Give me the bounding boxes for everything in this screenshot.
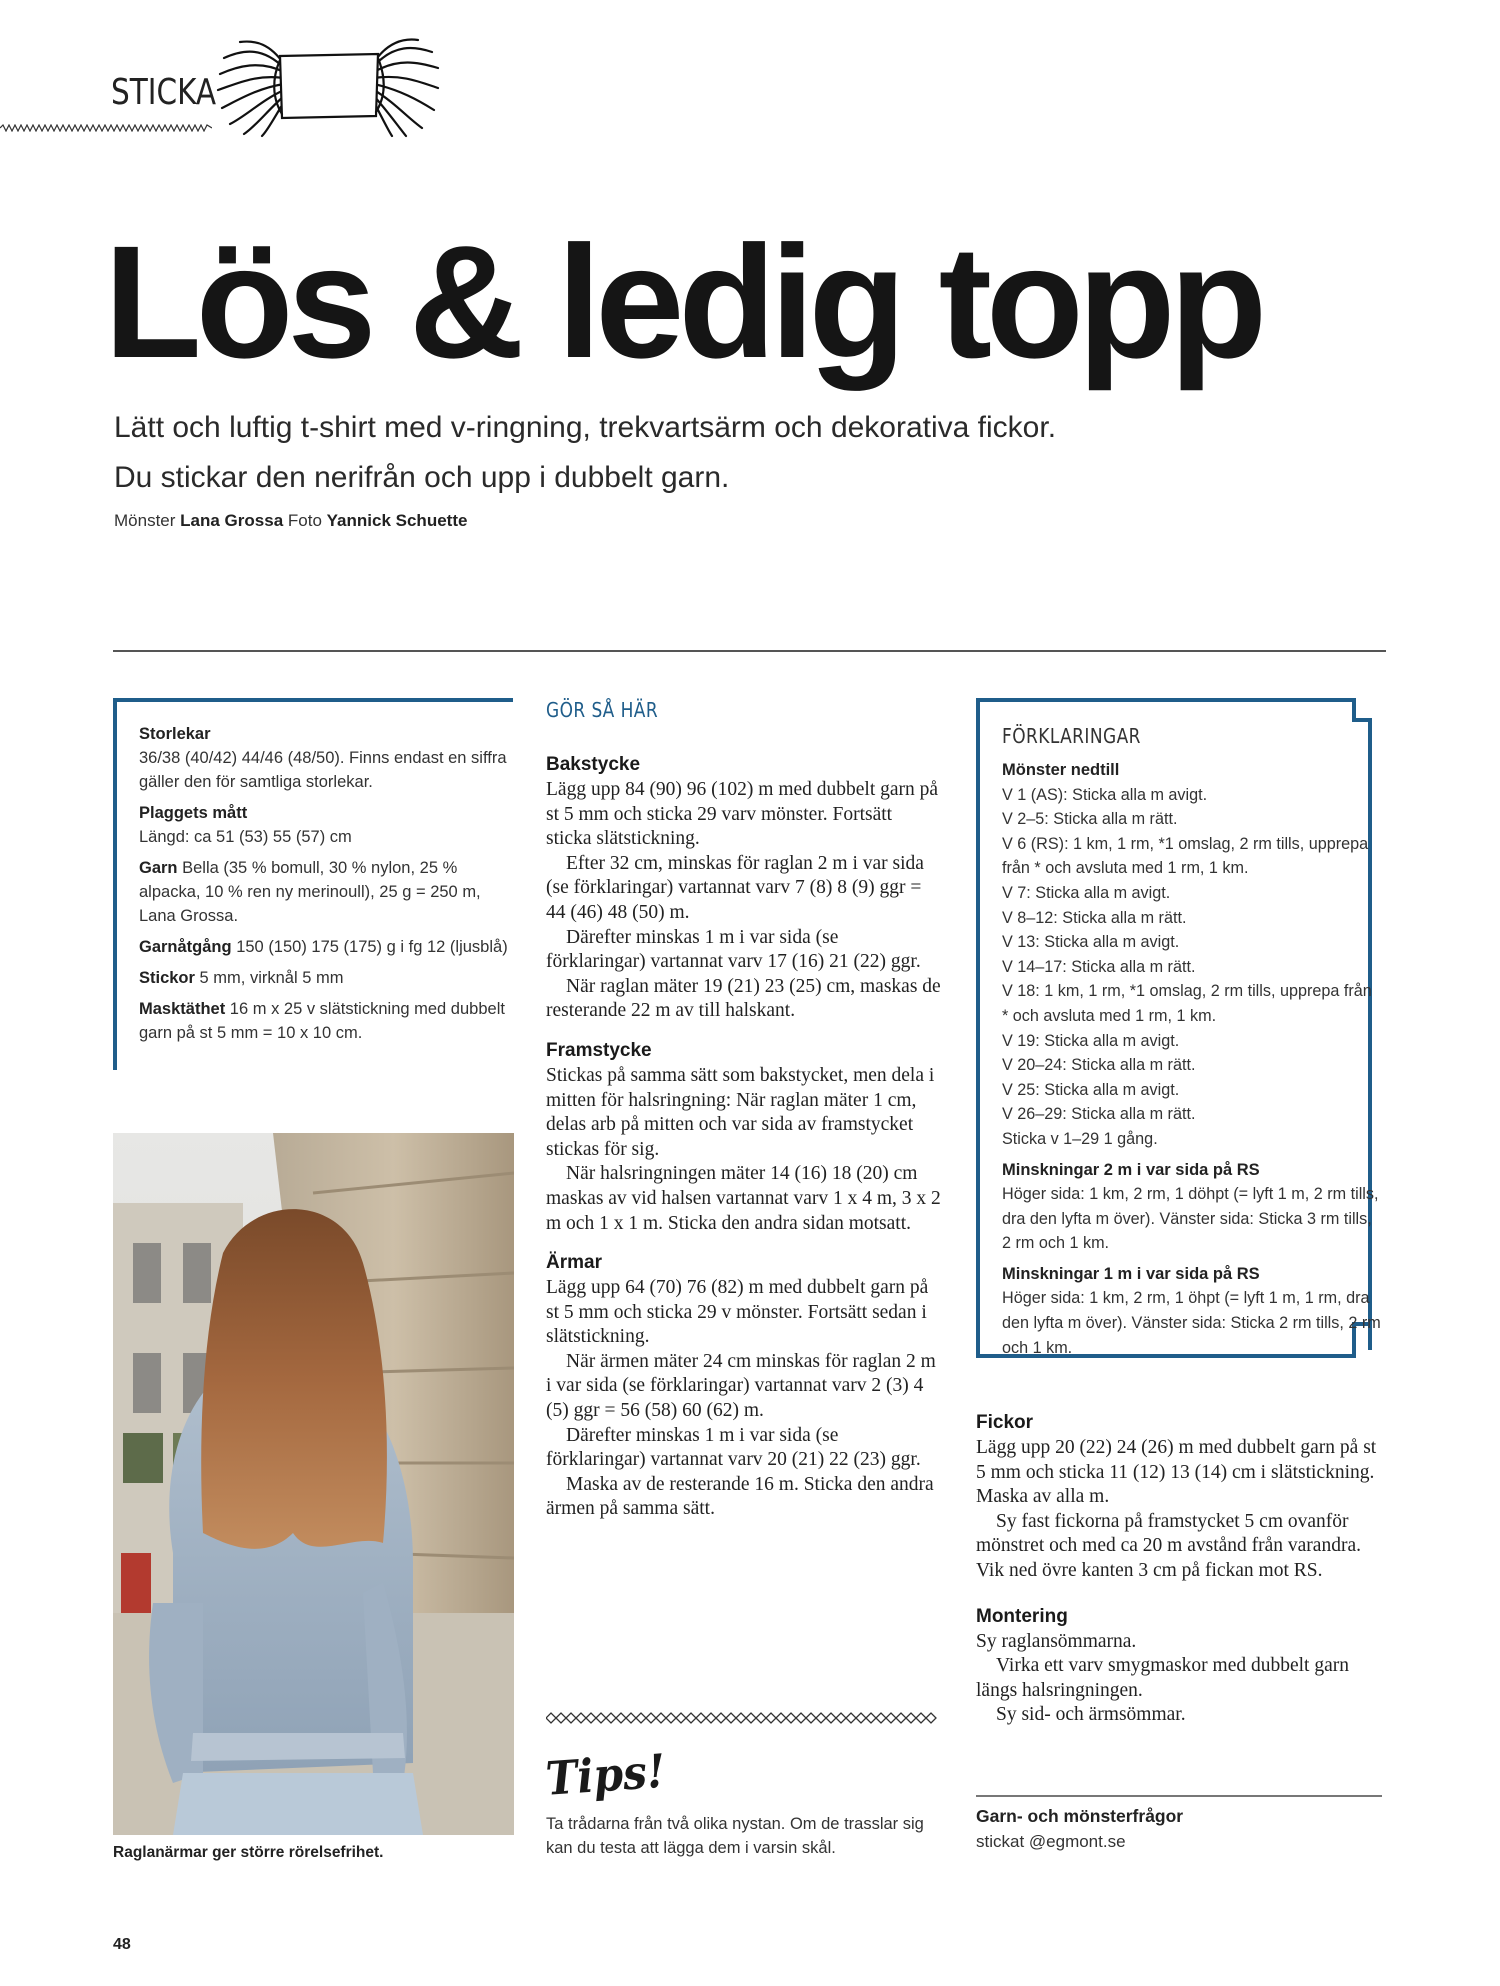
decrease-1-title: Minskningar 1 m i var sida på RS (1002, 1264, 1260, 1283)
pattern-row: V 2–5: Sticka alla m rätt. (1002, 810, 1178, 829)
tips-title: Tips! (544, 1743, 668, 1806)
instruction-section (546, 752, 941, 1024)
contact-email[interactable]: stickat @egmont.se (976, 1832, 1126, 1851)
paragraph: Lägg upp 84 (90) 96 (102) m med dubbelt garn på st 5 mm och sticka 29 varv mönster. Fortsätt sticka slätstickning. (546, 779, 939, 850)
pattern-row: V 14–17: Sticka alla m rätt. (1002, 957, 1196, 976)
pattern-row: V 26–29: Sticka alla m rätt. (1002, 1105, 1196, 1124)
photo-author: Yannick Schuette (326, 511, 468, 530)
instructions-column (546, 752, 941, 1536)
section-title: Framstycke (546, 1039, 652, 1061)
fact-item (139, 997, 517, 1045)
section-title: Montering (976, 1605, 1068, 1627)
pattern-row: Sticka v 1–29 1 gång. (1002, 1129, 1158, 1148)
pattern-row: V 8–12: Sticka alla m rätt. (1002, 908, 1187, 927)
section-title: Fickor (976, 1412, 1034, 1433)
fact-label: Plaggets mått (139, 804, 248, 822)
divider (113, 650, 1386, 652)
fact-text: 5 mm, virknål 5 mm (199, 969, 344, 987)
paragraph: När ärmen mäter 24 cm minskas för raglan 2 m i var sida (se förklaringar) vartannat varv 2 (3) 4 (5) ggr = 56 (58) 60 (62) m. (546, 1350, 936, 1422)
divider (976, 1795, 1382, 1797)
fact-label: Masktäthet (139, 1000, 226, 1018)
paragraph: Virka ett varv smygmaskor med dubbelt garn längs halsringningen. (976, 1655, 1349, 1701)
intro-line-1: Lätt och luftig t-shirt med v-ringning, trekvartsärm och dekorativa fickor. (114, 411, 1057, 444)
page-number: 48 (113, 1936, 131, 1953)
paragraph: Därefter minskas 1 m i var sida (se förklaringar) vartannat varv 17 (16) 21 (22) ggr. (546, 926, 921, 973)
pattern-row: V 7: Sticka alla m avigt. (1002, 883, 1171, 902)
instruction-section (976, 1604, 1380, 1728)
fact-item (139, 801, 517, 849)
intro-line-2: Du stickar den nerifrån och upp i dubbelt garn. (114, 461, 730, 494)
pattern-row: V 20–24: Sticka alla m rätt. (1002, 1056, 1196, 1075)
instruction-section (546, 1038, 941, 1236)
pattern-title: Mönster nedtill (1002, 761, 1120, 779)
pattern-row: V 13: Sticka alla m avigt. (1002, 933, 1180, 952)
explanations-content (1002, 758, 1382, 1360)
paragraph: Lägg upp 20 (22) 24 (26) m med dubbelt garn på st 5 mm och sticka 11 (12) 13 (14) cm i slätstickning. Maska av alla m. (976, 1437, 1377, 1508)
pattern-row: V 6 (RS): 1 km, 1 rm, *1 omslag, 2 rm tills, upprepa från * och avsluta med 1 rm, 1 km. (1002, 834, 1369, 878)
tips-text: Ta trådarna från två olika nystan. Om de trasslar sig kan du testa att lägga dem i varsin skål. (546, 1815, 924, 1857)
pattern-row: V 1 (AS): Sticka alla m avigt. (1002, 785, 1208, 804)
credits (114, 511, 467, 531)
zigzag-rule (0, 124, 212, 132)
decrease-2-title: Minskningar 2 m i var sida på RS (1002, 1160, 1260, 1179)
yarn-skein-icon (212, 38, 442, 138)
page-title: Lös & ledig topp (104, 212, 1262, 391)
paragraph: Maska av de resterande 16 m. Sticka den andra ärmen på samma sätt. (546, 1473, 934, 1520)
facts-list (139, 722, 517, 1052)
fact-item (139, 856, 517, 928)
photo-caption: Raglanärmar ger större rörelsefrihet. (113, 1844, 384, 1861)
pattern-rows (1002, 783, 1382, 1152)
model-photo (113, 1133, 514, 1835)
explanations-heading: FÖRKLARINGAR (1002, 724, 1141, 748)
photo-label: Foto (287, 511, 322, 530)
instructions-heading: GÖR SÅ HÄR (546, 698, 659, 722)
pattern-row: V 18: 1 km, 1 rm, *1 omslag, 2 rm tills, upprepa från * och avsluta med 1 rm, 1 km. (1002, 982, 1372, 1025)
paragraph: Sy raglansömmarna. (976, 1630, 1137, 1652)
fact-text: 16 m x 25 v slätstickning med dubbelt garn på st 5 mm = 10 x 10 cm. (139, 1000, 505, 1042)
fact-label: Garn (139, 859, 178, 877)
fact-text: Längd: ca 51 (53) 55 (57) cm (139, 828, 352, 846)
paragraph: Sy fast fickorna på framstycket 5 cm ovanför mönstret och med ca 20 m avstånd från varandra. Vik ned övre kanten 3 cm på fickan mot RS. (976, 1510, 1361, 1581)
paragraph: Efter 32 cm, minskas för raglan 2 m i var sida (se förklaringar) vartannat varv 7 (8) 8 (9) ggr = 44 (46) 48 (50) m. (546, 852, 924, 923)
decrease-2-text: Höger sida: 1 km, 2 rm, 1 döhpt (= lyft 1 m, 2 rm tills, dra den lyfta m över). Vänster sida: Sticka 3 rm tills, 2 rm och 1 km. (1002, 1185, 1379, 1253)
fact-item (139, 935, 517, 959)
fact-item (139, 722, 517, 794)
paragraph: Lägg upp 64 (70) 76 (82) m med dubbelt garn på st 5 mm och sticka 29 v mönster. Fortsätt sedan i slätstickning. (546, 1277, 929, 1348)
instruction-section (546, 1250, 941, 1522)
section-title: Bakstycke (546, 754, 641, 775)
pattern-row: V 19: Sticka alla m avigt. (1002, 1031, 1180, 1050)
fact-item (139, 966, 517, 990)
paragraph: När raglan mäter 19 (21) 23 (25) cm, maskas de resterande 22 m av till halskant. (546, 975, 941, 1022)
fact-text: 150 (150) 175 (175) g i fg 12 (ljusblå) (236, 938, 508, 956)
diamond-divider (546, 1712, 943, 1724)
fact-label: Storlekar (139, 725, 211, 743)
pattern-label: Mönster (114, 511, 176, 530)
right-column (976, 1410, 1380, 1748)
instruction-section (976, 1410, 1380, 1584)
pattern-author: Lana Grossa (180, 511, 284, 530)
paragraph: Sy sid- och ärmsömmar. (996, 1704, 1186, 1726)
fact-label: Stickor (139, 969, 195, 987)
contact-label: Garn- och mönsterfrågor (976, 1806, 1184, 1826)
section-title: Ärmar (546, 1252, 602, 1274)
fact-label: Garnåtgång (139, 938, 232, 956)
fact-text: 36/38 (40/42) 44/46 (48/50). Finns endast en siffra gäller den för samtliga storlekar. (139, 749, 507, 791)
paragraph: När halsringningen mäter 14 (16) 18 (20) cm maskas av vid halsen vartannat varv 1 x 4 m, 3 x 2 m och 1 x 1 m. Sticka den andra sidan motsatt. (546, 1163, 941, 1234)
fact-text: Bella (35 % bomull, 30 % nylon, 25 % alpacka, 10 % ren ny merinoull), 25 g = 250 m, Lana Grossa. (139, 859, 481, 925)
decrease-1-text: Höger sida: 1 km, 2 rm, 1 öhpt (= lyft 1 m, 1 rm, dra den lyfta m över). Vänster sida: Sticka 2 rm tills, 2 rm och 1 km. (1002, 1289, 1381, 1357)
pattern-row: V 25: Sticka alla m avigt. (1002, 1080, 1180, 1099)
paragraph: Stickas på samma sätt som bakstycket, men dela i mitten för halsringning: När raglan mäter 1 cm, delas arb på mitten och var sida av framstycket stickas för sig. (546, 1064, 935, 1160)
paragraph: Därefter minskas 1 m i var sida (se förklaringar) vartannat varv 20 (21) 22 (23) ggr. (546, 1424, 921, 1471)
section-label: STICKA (111, 72, 217, 113)
